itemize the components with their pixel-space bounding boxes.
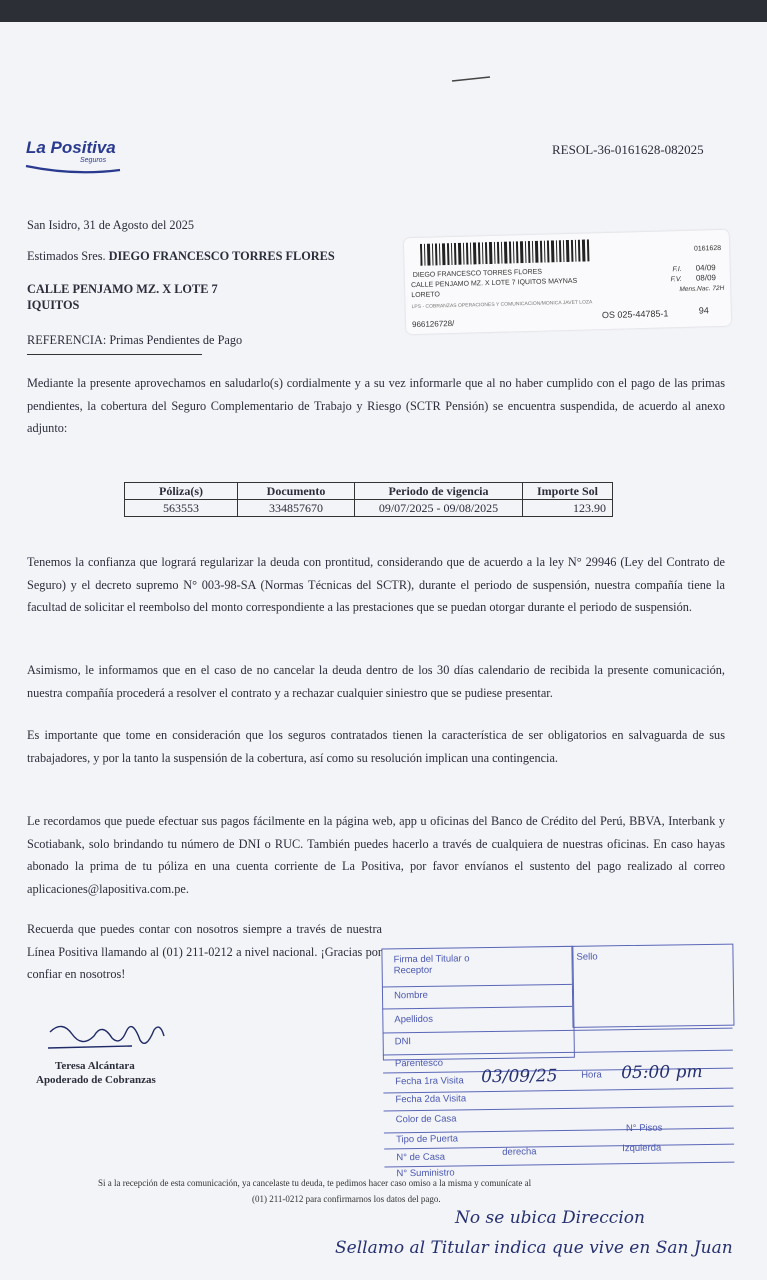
- date-line: San Isidro, 31 de Agosto del 2025: [27, 218, 195, 232]
- sticker-service: LPS - COBRANZAS OPERACIONES Y COMUNICACION/MONICA JAVET LOZA: [411, 299, 593, 311]
- sticker-mens: Mens.Nac. 72H: [679, 284, 725, 294]
- stamp-dni-label: DNI: [394, 1036, 412, 1048]
- footer-line-2: (01) 211-0212 para confirmarnos los datos del pago.: [252, 1194, 441, 1204]
- recipient-name: DIEGO FRANCESCO TORRES FLORES: [108, 249, 335, 263]
- stamp-color-label: Color de Casa: [395, 1113, 457, 1126]
- handwritten-note-1: No se ubica Direccion: [455, 1208, 645, 1228]
- paragraph-contact: Recuerda que puedes contar con nosotros siempre a través de nuestra Línea Positiva llamando al (01) 211-0212 a nivel nacional. ¡Gracias por confiar en nosotros!: [27, 922, 382, 981]
- recipient-address: [27, 281, 218, 313]
- barcode-icon: [420, 239, 591, 265]
- company-logo-subtitle: Seguros: [80, 157, 107, 164]
- policy-table: [124, 482, 613, 517]
- sticker-phone: 966126728/: [411, 318, 455, 330]
- stamp-sello-label: Sello: [576, 951, 598, 963]
- table-header-row: [125, 483, 613, 500]
- greeting-prefix: Estimados Sres.: [27, 249, 106, 263]
- address-line-2: IQUITOS: [27, 298, 80, 312]
- stamp-parentesco-label: Parentesco: [394, 1057, 444, 1070]
- table-cell: 09/07/2025 - 09/08/2025: [355, 500, 523, 517]
- resolution-number: RESOL-36-0161628-082025: [552, 142, 704, 157]
- stamp-ncasa-label: N° de Casa: [396, 1151, 446, 1164]
- signer-name: Teresa Alcántara: [55, 1060, 135, 1072]
- stamp-fecha1-label: Fecha 1ra Visita: [395, 1075, 464, 1088]
- handwritten-note-2: Sellamo al Titular indica que vive en San Juan: [335, 1238, 733, 1258]
- stamp-suministro-label: N° Suministro: [396, 1167, 455, 1180]
- column-header: Importe Sol: [523, 483, 613, 500]
- sticker-os: OS 025-44785-1: [601, 308, 669, 321]
- pen-mark-icon: [450, 74, 492, 84]
- column-header: Documento: [238, 483, 355, 500]
- sticker-fv-value: 08/09: [695, 273, 717, 283]
- logo-swoosh-icon: [24, 162, 124, 174]
- column-header: Periodo de vigencia: [355, 483, 523, 500]
- sticker-fv-label: F.V.: [670, 276, 683, 284]
- paragraph-intro: Mediante la presente aprovechamos en saludarlo(s) cordialmente y a su vez informarle que al no haber cumplido con el pago de las primas pendientes, la cobertura del Seguro Complementario de Trabajo y Riesgo (SCTR Pensión) se encuentra suspendida, de acuerdo al anexo adjunto:: [27, 376, 725, 435]
- sticker-fi-label: F.I.: [672, 266, 682, 274]
- greeting: [27, 246, 335, 268]
- sticker-code: 0161628: [693, 244, 722, 253]
- courier-label-sticker: [404, 230, 731, 334]
- sticker-fi-value: 04/09: [695, 263, 716, 273]
- sticker-address: CALLE PENJAMO MZ. X LOTE 7 IQUITOS MAYNAS: [410, 277, 578, 290]
- table-row: [125, 500, 613, 517]
- stamp-tipo-label: Tipo de Puerta: [395, 1133, 459, 1146]
- stamp-fecha2-label: Fecha 2da Visita: [395, 1093, 467, 1106]
- handwritten-visit-date: 03/09/25: [481, 1066, 558, 1088]
- signature-icon: [42, 1012, 172, 1060]
- paragraph-law: Tenemos la confianza que logrará regularizar la deuda con prontitud, considerando que de acuerdo a la ley N° 29946 (Ley del Contrato de Seguro) y el decreto supremo N° 003-98-SA (Normas Técnicas del SCTR), durante el periodo de suspensión, nuestra compañía tiene la facultad de solicitar el reembolso del monto correspondiente a las prestaciones que se puedan otorgar durante el periodo de suspensión.: [27, 555, 725, 614]
- sticker-region: LORETO: [411, 291, 441, 300]
- courier-visit-stamp: [381, 944, 739, 1185]
- address-line-1: CALLE PENJAMO MZ. X LOTE 7: [27, 282, 218, 296]
- sticker-name: DIEGO FRANCESCO TORRES FLORES: [412, 268, 543, 280]
- stamp-nombre-label: Nombre: [393, 989, 428, 1002]
- sticker-os-num: 94: [698, 305, 709, 316]
- company-logo: La Positiva: [26, 138, 116, 157]
- paragraph-payment: Le recordamos que puede efectuar sus pagos fácilmente en la página web, app u oficinas del Banco de Crédito del Perú, BBVA, Interbank y Scotiabank, solo brindando tu número de DNI o RUC. También puedes hacerlo a través de cualquiera de nuestras oficinas. En caso hayas abonado la prima de tu póliza en una cuenta corriente de La Positiva, por favor envíanos el sustento del pago realizado al correo aplicaciones@lapositiva.com.pe.: [27, 814, 725, 896]
- stamp-hora-label: Hora: [581, 1069, 602, 1081]
- stamp-apellidos-label: Apellidos: [394, 1013, 434, 1026]
- stamp-pisos-label: N° Pisos: [625, 1122, 663, 1135]
- table-cell: 563553: [125, 500, 238, 517]
- handwritten-visit-time: 05:00 pm: [620, 1062, 703, 1084]
- table-cell: 334857670: [238, 500, 355, 517]
- footer-line-1: Si a la recepción de esta comunicación, ya cancelaste tu deuda, te pedimos hacer caso omiso a la misma y comunícate al: [98, 1178, 532, 1188]
- paragraph-obligation: Es importante que tome en consideración que los seguros contratados tienen la característica de ser obligatorios en salvaguarda de sus trabajadores, y por la tanto la suspensión de la cobertura, así como su resolución implican una contingencia.: [27, 728, 725, 765]
- stamp-firma-label: Firma del Titular o Receptor: [393, 953, 470, 977]
- letter-page: [0, 22, 767, 1280]
- paragraph-deadline: Asimismo, le informamos que en el caso de no cancelar la deuda dentro de los 30 días calendario de recibida la presente comunicación, nuestra compañía procederá a resolver el contrato y a rechazar cualquier siniestro que se pudiese presentar.: [27, 663, 725, 700]
- stamp-derecha-label: derecha: [502, 1146, 537, 1158]
- signer-role: Apoderado de Cobranzas: [36, 1074, 156, 1086]
- column-header: Póliza(s): [125, 483, 238, 500]
- reference-line: REFERENCIA: Primas Pendientes de Pago: [27, 330, 202, 355]
- table-cell: 123.90: [523, 500, 613, 517]
- stamp-izquierda-label: Izquierda: [622, 1142, 662, 1155]
